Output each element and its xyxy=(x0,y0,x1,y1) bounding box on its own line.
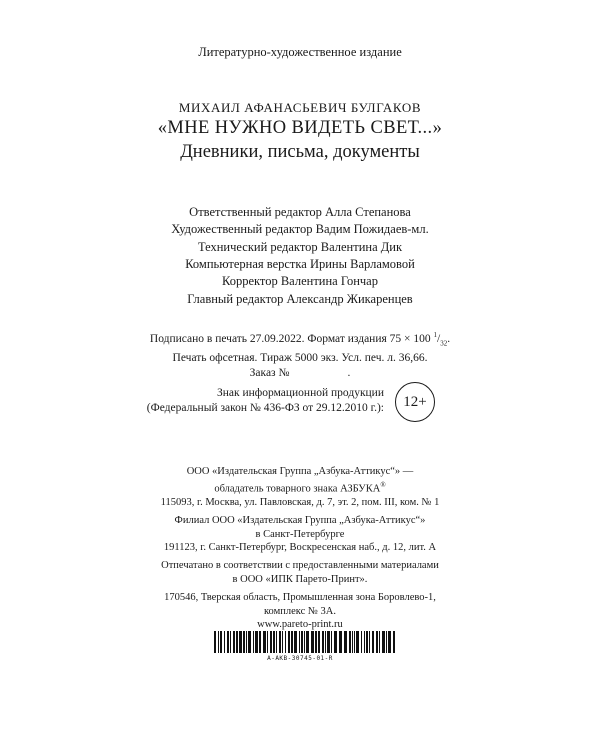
barcode-bar xyxy=(304,631,305,653)
branch-line: Филиал ООО «Издательская Группа „Азбука-Аттикус“» xyxy=(174,514,426,526)
barcode-bar xyxy=(285,631,286,653)
barcode-graphic xyxy=(214,631,396,653)
staff-line: Ответственный редактор Алла Степанова xyxy=(189,205,411,219)
barcode-bar xyxy=(259,631,261,653)
printer-address: комплекс № 3А. xyxy=(263,605,336,617)
barcode-bar xyxy=(349,631,351,653)
staff-credits xyxy=(0,204,600,290)
publisher-info xyxy=(0,465,600,632)
print-format-text: Подписано в печать 27.09.2022. Формат издания 75 × 100 xyxy=(149,332,431,345)
barcode-bar xyxy=(279,631,281,653)
barcode-bar xyxy=(273,631,275,653)
genre-label: Литературно-художественное издание xyxy=(198,45,402,59)
staff-line: Технический редактор Валентина Дик xyxy=(197,239,403,254)
barcode-bar xyxy=(218,631,219,653)
barcode-bar xyxy=(364,631,365,653)
staff-line: Художественный редактор Вадим Пожидаев-мл. xyxy=(171,222,429,237)
barcode-bar xyxy=(239,631,242,653)
order-end: . xyxy=(347,367,351,380)
barcode-bar xyxy=(366,631,368,653)
barcode xyxy=(214,631,396,653)
barcode-bar xyxy=(382,631,385,653)
book-title: «МНЕ НУЖНО ВИДЕТЬ СВЕТ...» xyxy=(157,118,443,138)
barcode-bar xyxy=(376,631,378,653)
age-rating-badge xyxy=(395,382,435,422)
barcode-bar xyxy=(224,631,225,653)
barcode-bar xyxy=(270,631,272,653)
publisher-address: 115093, г. Москва, ул. Павловская, д. 7, эт. 2, пом. III, ком. № 1 xyxy=(160,497,440,509)
barcode-bar xyxy=(386,631,387,653)
barcode-bar xyxy=(361,631,362,653)
info-line-2: (Федеральный закон № 436-ФЗ от 29.12.2010 г.): xyxy=(146,401,384,414)
barcode-bar xyxy=(220,631,222,653)
publisher-line xyxy=(0,479,600,496)
info-line-1: Знак информационной продукции xyxy=(217,387,384,399)
barcode-bar xyxy=(230,631,231,653)
barcode-bar xyxy=(356,631,359,653)
barcode-bar xyxy=(354,631,355,653)
barcode-bar xyxy=(246,631,247,653)
print-line-2: Печать офсетная. Тираж 5000 экз. Усл. печ. л. 36,66. xyxy=(172,352,428,365)
barcode-bar xyxy=(322,631,324,653)
fraction-denominator: 32 xyxy=(440,339,448,348)
barcode-bar xyxy=(344,631,347,653)
barcode-bar xyxy=(301,631,303,653)
staff-line: Компьютерная верстка Ирины Варламовой xyxy=(185,256,415,271)
barcode-bar xyxy=(306,631,309,653)
barcode-bar xyxy=(236,631,238,653)
barcode-bar xyxy=(379,631,380,653)
publisher-line: ООО «Издательская Группа „Азбука-Аттикус“» — xyxy=(186,466,414,477)
registered-mark: ® xyxy=(380,480,386,489)
printer-website: www.pareto-print.ru xyxy=(257,619,343,631)
barcode-bar xyxy=(388,631,391,653)
printer-address: 170546, Тверская область, Промышленная зона Боровлево-1, xyxy=(164,591,436,603)
barcode-bar xyxy=(233,631,235,653)
barcode-bar xyxy=(282,631,283,653)
barcode-code: A-AKB-30745-01-R xyxy=(267,655,333,662)
barcode-bar xyxy=(267,631,268,653)
barcode-bar xyxy=(318,631,320,653)
print-line-1 xyxy=(0,328,600,351)
print-line-3 xyxy=(0,366,600,381)
fraction-numerator: 1 xyxy=(433,331,438,339)
info-product-text xyxy=(144,386,384,415)
age-rating-label: 12+ xyxy=(403,393,427,410)
chief-editor: Главный редактор Александр Жикаренцев xyxy=(187,292,413,306)
barcode-bar xyxy=(327,631,330,653)
book-subtitle: Дневники, письма, документы xyxy=(180,142,420,162)
printer-line: в ООО «ИПК Парето-Принт». xyxy=(232,574,368,586)
barcode-bar xyxy=(372,631,374,653)
branch-line: в Санкт-Петербурге xyxy=(255,528,345,540)
barcode-bar xyxy=(339,631,342,653)
barcode-bar xyxy=(315,631,317,653)
barcode-bar xyxy=(393,631,395,653)
author-name: МИХАИЛ АФАНАСЬЕВИЧ БУЛГАКОВ xyxy=(178,100,422,115)
print-details xyxy=(0,328,600,381)
printer-line: Отпечатано в соответствии с предоставленными материалами xyxy=(161,560,439,572)
format-fraction: $^1/_{32}$ xyxy=(433,331,448,348)
barcode-bar xyxy=(299,631,300,653)
barcode-bar xyxy=(276,631,277,653)
barcode-bar xyxy=(288,631,290,653)
barcode-bar xyxy=(311,631,314,653)
barcode-bar xyxy=(227,631,229,653)
barcode-bar xyxy=(291,631,293,653)
barcode-bar xyxy=(243,631,245,653)
branch-address: 191123, г. Санкт-Петербург, Воскресенская наб., д. 12, лит. А xyxy=(163,542,437,554)
barcode-bar xyxy=(248,631,251,653)
barcode-bar xyxy=(214,631,216,653)
staff-line: Корректор Валентина Гончар xyxy=(222,274,378,289)
barcode-bar xyxy=(369,631,370,653)
barcode-bar xyxy=(263,631,266,653)
trademark-text: обладатель товарного знака АЗБУКА xyxy=(214,483,381,495)
barcode-bar xyxy=(255,631,258,653)
print-line-1-end: . xyxy=(447,332,451,345)
barcode-bar xyxy=(352,631,353,653)
barcode-bar xyxy=(294,631,297,653)
barcode-bar xyxy=(325,631,326,653)
order-label: Заказ № xyxy=(249,367,290,380)
barcode-bar xyxy=(253,631,254,653)
barcode-bar xyxy=(331,631,332,653)
barcode-bar xyxy=(334,631,337,653)
